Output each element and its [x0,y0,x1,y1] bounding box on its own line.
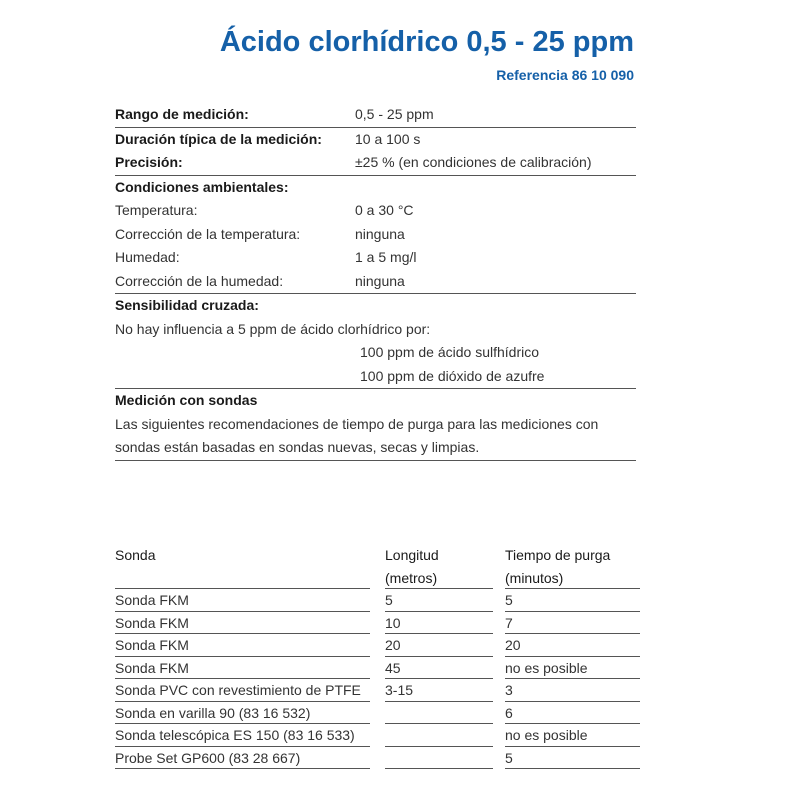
spec-row-precision [115,151,636,176]
cell-purge: 5 [505,747,640,770]
spec-value: 1 a 5 mg/l [355,249,417,265]
cell-purge: 20 [505,634,640,657]
probe-note-line: Las siguientes recomendaciones de tiempo de purga para las mediciones con [115,415,599,432]
cell-probe: Sonda FKM [115,612,370,635]
cross-intro: No hay influencia a 5 ppm de ácido clorhídrico por: [115,320,431,337]
spec-value: 10 a 100 s [355,130,421,147]
cell-length: 20 [385,634,493,657]
section-heading: Sensibilidad cruzada: [115,297,259,313]
spec-label: Humedad: [115,249,180,265]
cell-purge: 7 [505,612,640,635]
probe-note-line: sondas están basadas en sondas nuevas, secas y limpias. [115,436,636,461]
table-row [115,612,640,635]
header-purge-line1: Tiempo de purga [505,547,611,563]
cell-purge: no es posible [505,657,640,680]
probe-heading-row [115,389,636,413]
header-length-line2: (metros) [385,569,438,586]
ambient-heading-row [115,176,636,200]
cell-probe: Sonda FKM [115,589,370,612]
table-row [115,724,640,747]
spec-value: ±25 % (en condiciones de calibración) [355,154,592,170]
cross-item: 100 ppm de ácido sulfhídrico [360,344,539,360]
cell-purge: no es posible [505,724,640,747]
specifications-section [115,103,636,461]
table-row [115,634,640,657]
header-length [385,544,493,589]
cell-length: 3-15 [385,679,493,702]
spec-row-range [115,103,636,128]
header-length-line1: Longitud [385,547,439,563]
cell-probe: Sonda FKM [115,634,370,657]
spec-label: Precisión: [115,154,183,170]
section-heading: Condiciones ambientales: [115,178,289,195]
spec-label: Temperatura: [115,202,198,218]
probe-table-header [115,544,640,589]
probe-table [115,544,640,769]
cell-length: 45 [385,657,493,680]
table-row [115,679,640,702]
cell-length: 10 [385,612,493,635]
spec-value: 0,5 - 25 ppm [355,106,434,122]
spec-value: 0 a 30 °C [355,202,414,218]
header-probe-text: Sonda [115,547,156,563]
cell-length: 5 [385,589,493,612]
spec-row-duration [115,128,636,152]
table-row [115,702,640,725]
section-heading: Medición con sondas [115,392,258,408]
spec-row-humidity [115,246,636,270]
cell-probe: Sonda FKM [115,657,370,680]
spec-row-hum-correction [115,270,636,295]
header-purge [505,544,640,589]
cross-heading-row [115,294,636,318]
cell-probe: Sonda en varilla 90 (83 16 532) [115,702,370,725]
cell-length [385,702,493,725]
spec-row-temp-correction [115,223,636,247]
cell-length [385,747,493,770]
cell-length [385,724,493,747]
spec-label: Duración típica de la medición: [115,130,322,147]
spec-row-temperature [115,199,636,223]
table-row [115,747,640,770]
table-row [115,657,640,680]
cell-purge: 5 [505,589,640,612]
cell-probe: Sonda telescópica ES 150 (83 16 533) [115,724,370,747]
cross-item: 100 ppm de dióxido de azufre [115,365,636,390]
header-purge-line2: (minutos) [505,569,564,586]
page-title: Ácido clorhídrico 0,5 - 25 ppm [219,26,634,58]
cell-probe: Probe Set GP600 (83 28 667) [115,747,370,770]
reference-number: Referencia 86 10 090 [496,67,634,83]
spec-label: Corrección de la temperatura: [115,225,301,242]
table-row [115,589,640,612]
spec-value: ninguna [355,225,405,242]
spec-label: Rango de medición: [115,106,249,122]
cell-purge: 3 [505,679,640,702]
spec-label: Corrección de la humedad: [115,272,284,289]
spec-value: ninguna [355,272,405,289]
cell-purge: 6 [505,702,640,725]
header-probe [115,544,370,589]
cell-probe: Sonda PVC con revestimiento de PTFE [115,679,370,702]
